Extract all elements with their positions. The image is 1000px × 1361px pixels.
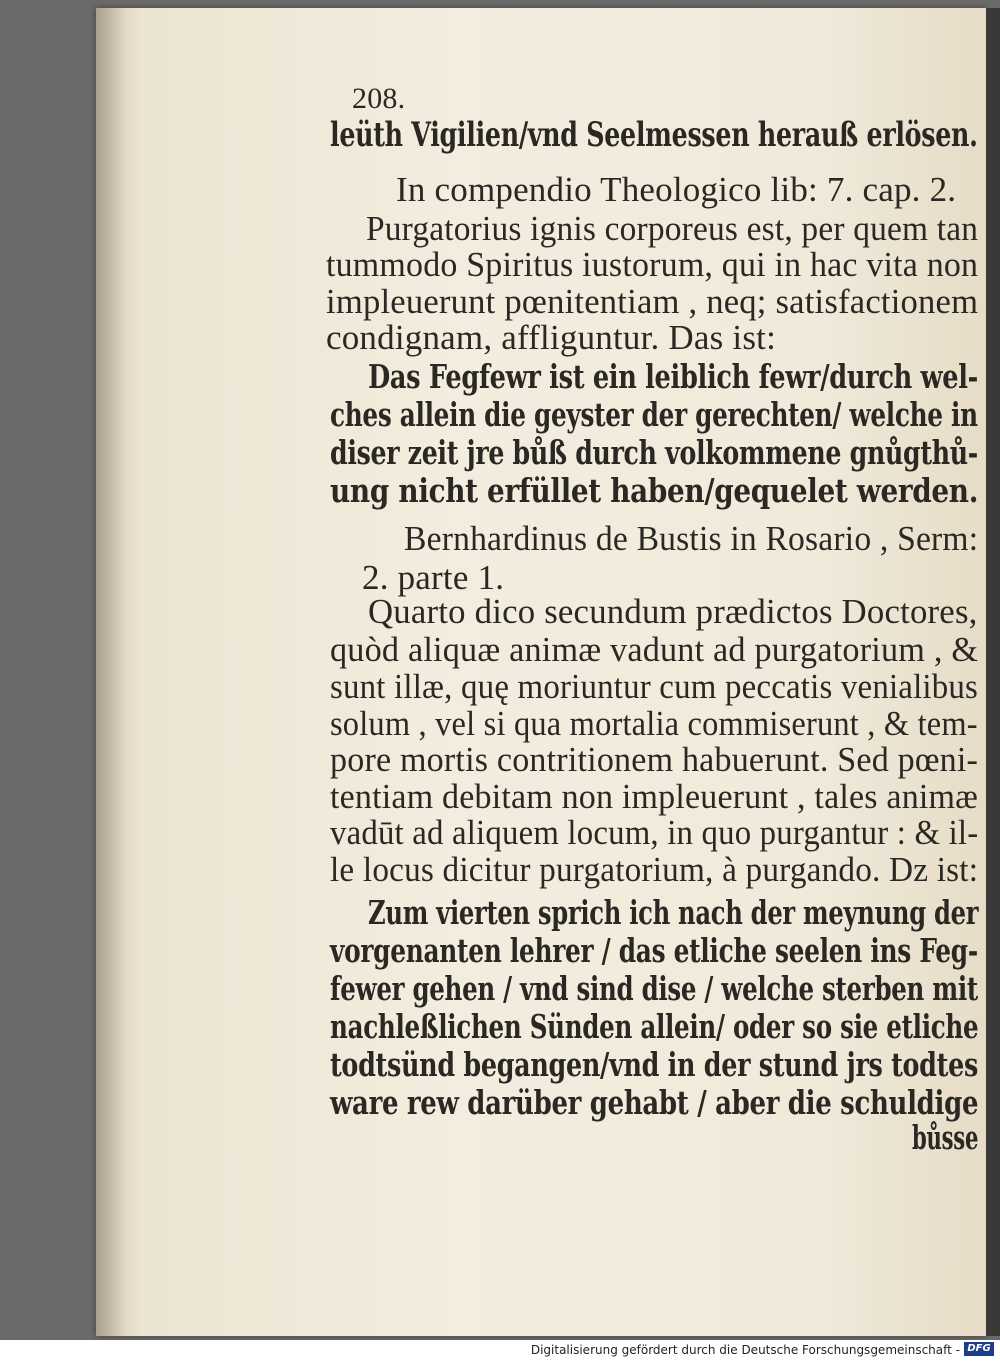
text-line: ware rew darüber gehabt / aber die schuldige [330,1083,979,1122]
page-number: 208. [352,82,406,115]
text-line: nachleßlichen Sünden allein/ oder so sie etliche [330,1007,979,1046]
text-line: fewer gehen / vnd sind dise / welche sterben mit [330,969,978,1008]
text-line: Bernhardinus de Bustis in Rosario , Serm: [404,519,979,558]
text-line: 2. parte 1. [362,558,505,597]
text-line: vorgenanten lehrer / das etliche seelen ins Feg- [330,931,978,970]
catchword: bůsse [912,1118,979,1157]
text-line: quòd aliquæ animæ vadunt ad purgatorium , & [330,630,979,669]
digitization-credit: Digitalisierung gefördert durch die Deutsche Forschungsgemeinschaft - [530,1343,960,1357]
text-line: Purgatorius ignis corporeus est, per quem tan [366,209,979,248]
text-line: sunt illæ, quę moriuntur cum peccatis venialibus [330,667,979,706]
text-line: Zum vierten sprich ich nach der meynung der [368,893,979,932]
text-line: impleuerunt pœnitentiam , neq; satisfactionem [326,282,979,321]
text-line: vadūt ad aliquem locum, in quo purgantur : & il- [330,813,979,852]
text-line: todtsünd begangen/vnd in der stund jrs todtes [330,1045,978,1084]
text-line: Quarto dico secundum prædictos Doctores, [368,592,978,631]
running-header: leüth Vigilien/vnd Seelmessen herauß erlösen. [330,115,978,155]
page-edge [986,8,1000,1336]
text-line: pore mortis contritionem habuerunt. Sed pœni- [330,740,979,779]
text-line: ung nicht erfüllet haben/gequelet werden. [330,471,979,510]
text-line: ches allein die geyster der gerechten/ welche in [330,395,978,434]
text-line: In compendio Theologico lib: 7. cap. 2. [396,170,957,209]
text-line: Das Fegfewr ist ein leiblich fewr/durch wel- [368,357,978,396]
page-gutter-shadow [96,8,126,1336]
text-line: solum , vel si qua mortalia commiserunt , & tem- [330,704,978,743]
text-line: diser zeit jre bůß durch volkommene gnůgthů- [330,433,978,472]
text-line: tentiam debitam non impleuerunt , tales animæ [330,777,979,816]
text-line: tummodo Spiritus iustorum, qui in hac vita non [326,245,979,284]
text-line: condignam, affliguntur. Das ist: [326,318,777,357]
dfg-logo: DFG [964,1342,994,1356]
text-line: le locus dicitur purgatorium, à purgando. Dz ist: [330,850,979,889]
